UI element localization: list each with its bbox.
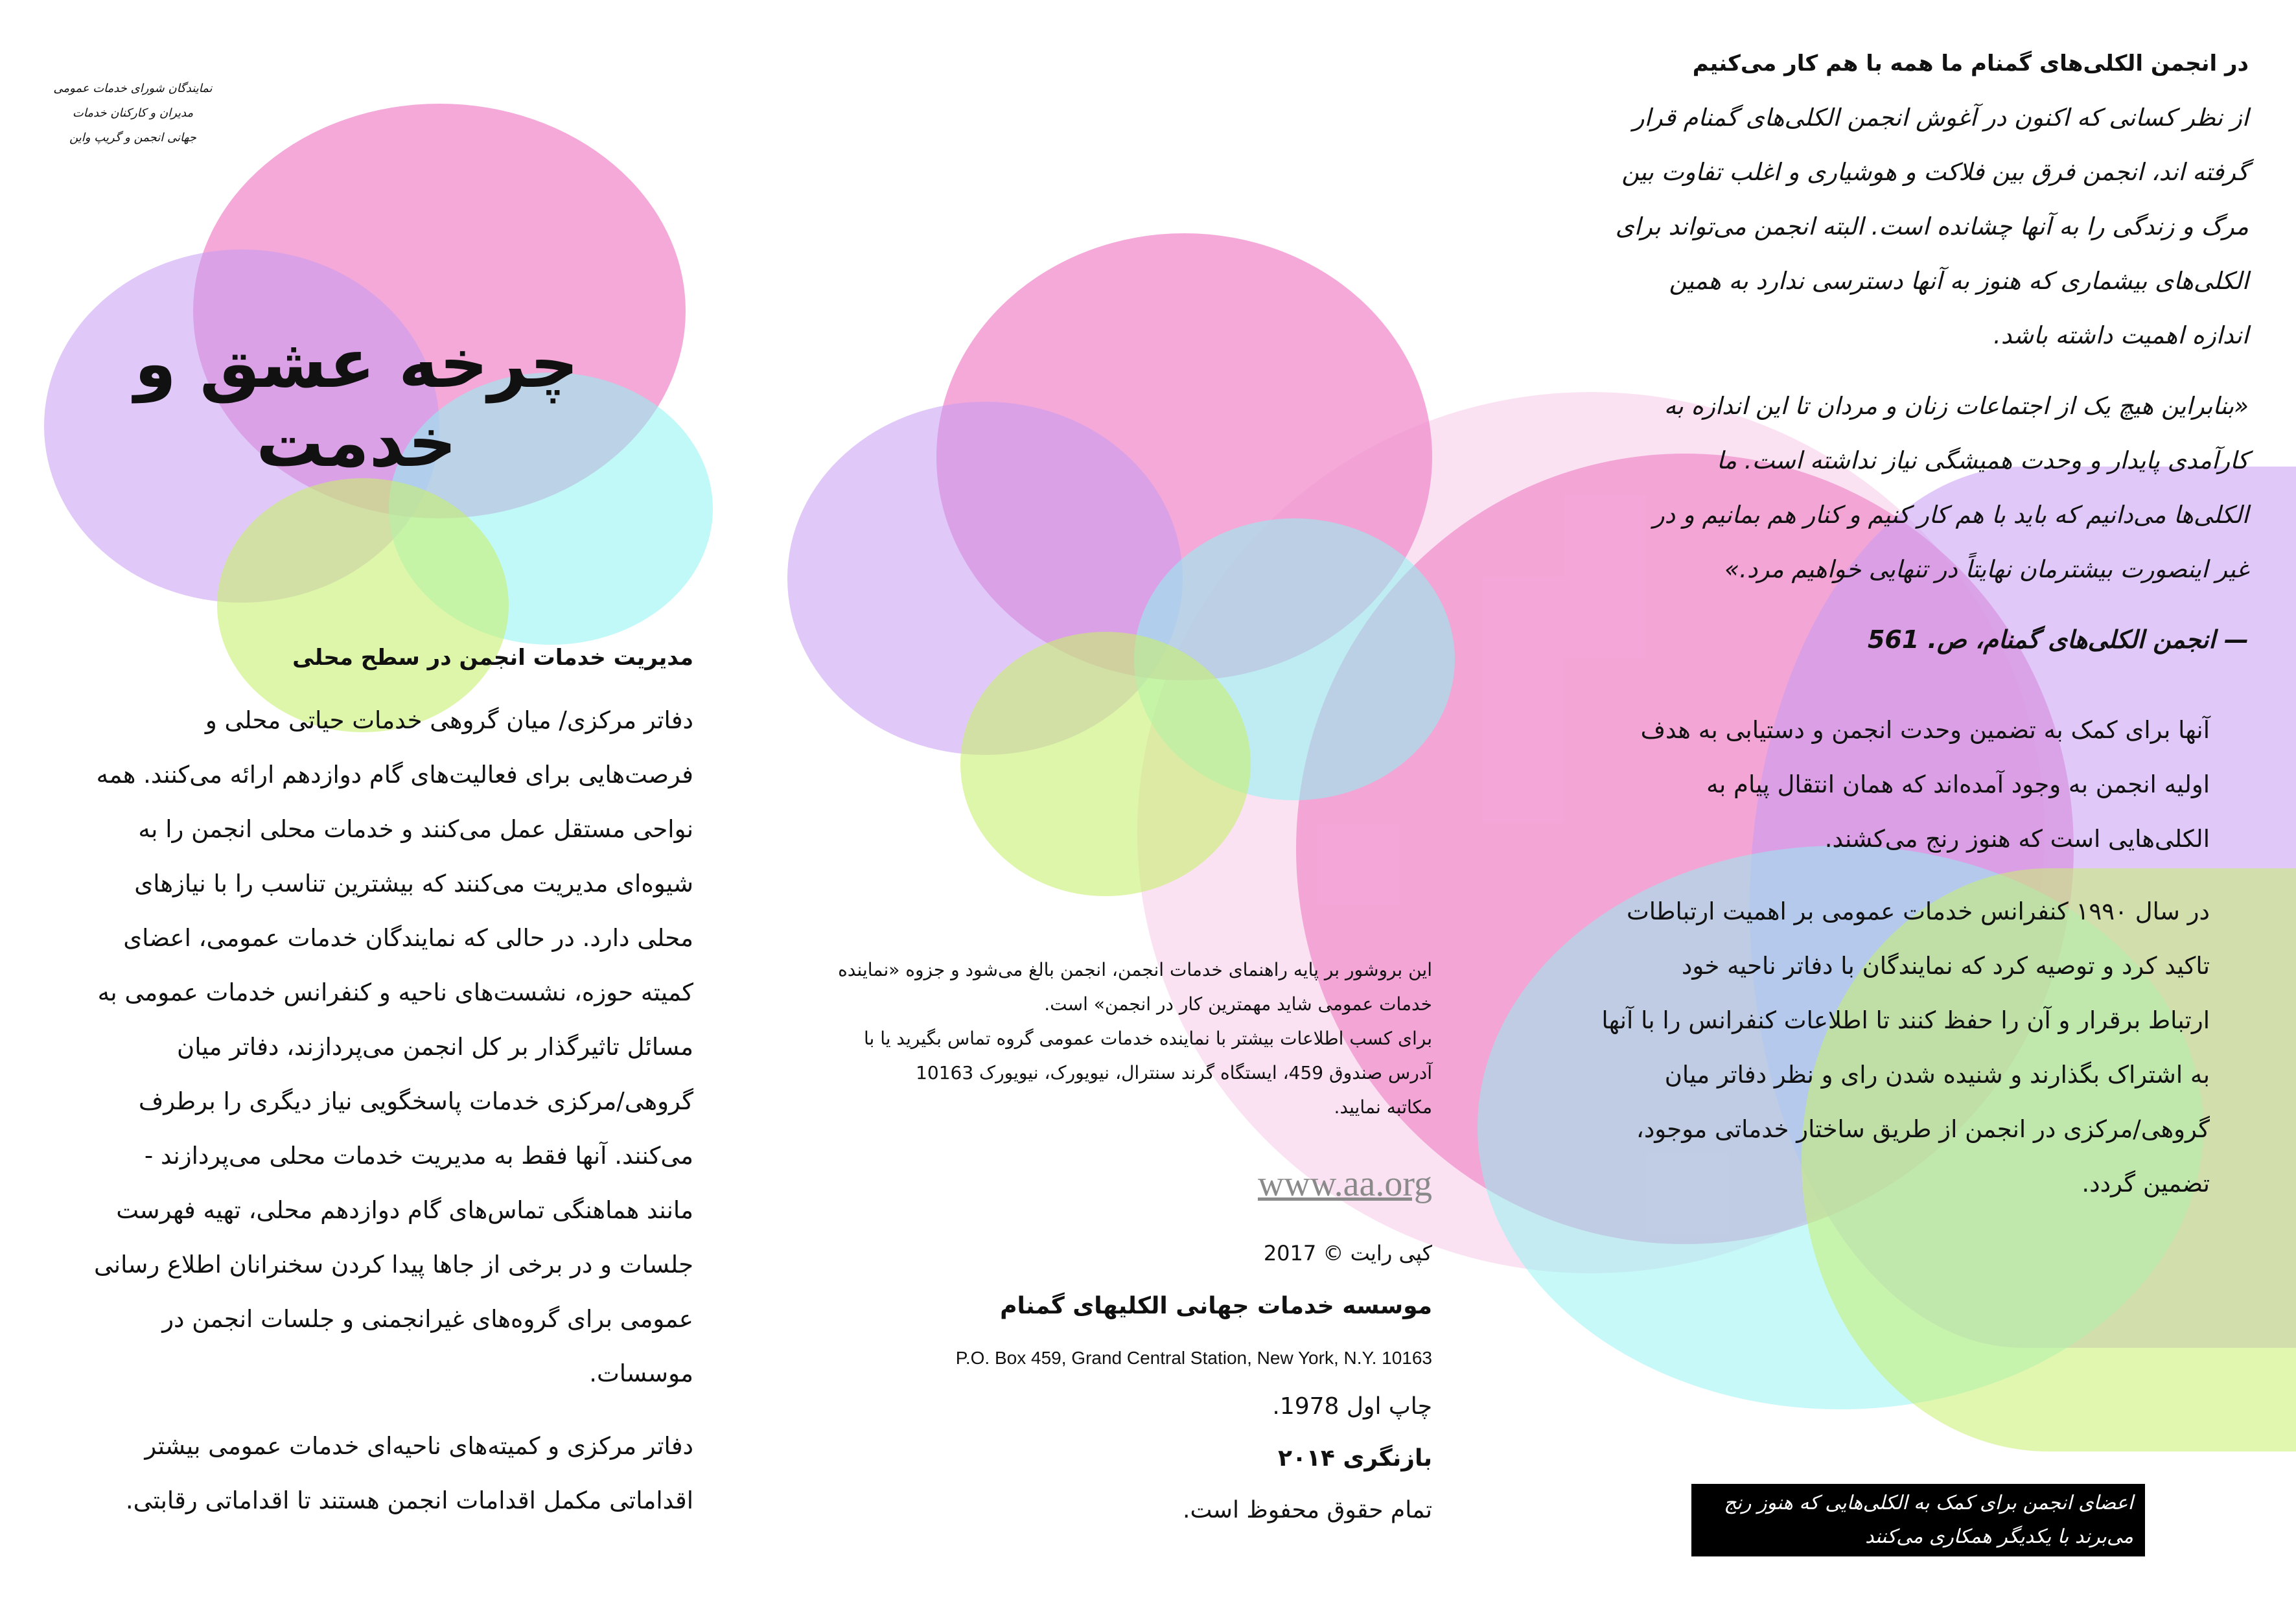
mgmt-body bbox=[78, 693, 693, 1401]
paragraph-line: تضمین گردد. bbox=[2081, 1170, 2210, 1197]
paragraph-line: می‌کنند. آنها فقط به مدیریت خدمات محلی می‌پردازند - bbox=[144, 1142, 693, 1170]
paragraph-line: عمومی برای گروه‌های غیرانجمنی و جلسات انجمن در bbox=[162, 1305, 693, 1333]
paragraph-line: اولیه انجمن به وجود آمده‌اند که همان انتقال پیام به bbox=[1706, 770, 2210, 798]
members-caption-box bbox=[1691, 1484, 2145, 1556]
paragraph-line: اندازه اهمیت داشته باشد. bbox=[1993, 321, 2249, 349]
first-print: چاپ اول 1978. bbox=[1272, 1393, 1432, 1420]
quote-line: الکلی‌ها می‌دانیم که باید با هم کار کنیم و کنار هم بمانیم و در bbox=[1652, 501, 2249, 529]
paragraph-line: موسسات. bbox=[589, 1359, 693, 1387]
paragraph-line: فرصت‌هایی برای فعالیت‌های گام دوازدهم ارائه می‌کنند. همه bbox=[96, 761, 693, 789]
help-paragraph bbox=[1581, 703, 2210, 866]
paragraph-line: گروهی/مرکزی در انجمن از طریق ساختار خدماتی موجود، bbox=[1636, 1115, 2210, 1143]
paragraph-line: دفاتر مرکزی/ میان گروهی خدمات حیاتی محلی و bbox=[205, 706, 693, 734]
quote bbox=[1581, 379, 2249, 597]
quote-line: کارآمدی پایدار و وحدت همیشگی نیاز نداشته است. ما bbox=[1716, 446, 2249, 474]
caption-line: اعضای انجمن برای کمک به الکلی‌هایی که هنوز رنج bbox=[1724, 1492, 2133, 1514]
history-paragraph bbox=[1581, 884, 2210, 1211]
brochure-info bbox=[810, 953, 1432, 1124]
info-line: خدمات عمومی شاید مهمترین کار در انجمن» است. bbox=[1044, 993, 1432, 1015]
website-link[interactable]: www.aa.org bbox=[1257, 1164, 1432, 1204]
page-title: چرخه عشق و خدمت bbox=[134, 324, 579, 482]
paragraph-line: مسائل تاثیرگذار بر کل انجمن می‌پردازند، دفاتر میان bbox=[177, 1033, 693, 1061]
paragraph-line: دفاتر مرکزی و کمیته‌های ناحیه‌ای خدمات عمومی بیشتر bbox=[145, 1432, 693, 1460]
info-line: مکاتبه نمایید. bbox=[1334, 1096, 1432, 1118]
quote-source: — انجمن الکلی‌های گمنام، ص. 561 bbox=[1867, 625, 2249, 654]
revision: بازنگری ۲۰۱۴ bbox=[1277, 1445, 1432, 1472]
paragraph-line: تاکید کرد و توصیه کرد که نمایندگان با دفاتر ناحیه خود bbox=[1681, 952, 2210, 980]
paragraph-line: آنها برای کمک به تضمین وحدت انجمن و دستیابی به هدف bbox=[1640, 716, 2210, 744]
quote-line: غیر اینصورت بیشترمان نهایتاً در تنهایی خواهیم مرد.» bbox=[1724, 555, 2249, 583]
info-line: آدرس صندوق 459، ایستگاه گرند سنترال، نیویورک، نیویورک 10163 bbox=[916, 1062, 1432, 1083]
top-note-line: نمایندگان شورای خدمات عمومی bbox=[53, 82, 213, 95]
paragraph-line: گرفته اند، انجمن فرق بین فلاکت و هوشیاری و اغلب تفاوت بین bbox=[1621, 158, 2249, 186]
paragraph-line: مانند هماهنگی تماس‌های گام دوازدهم محلی، تهیه فهرست bbox=[116, 1196, 693, 1224]
top-note-line: مدیران و کارکنان خدمات bbox=[72, 106, 194, 120]
quote-line: «بنابراین هیچ یک از اجتماعات زنان و مردان تا این اندازه به bbox=[1664, 392, 2249, 420]
paragraph-line: جلسات و در برخی از جاها پیدا کردن سخنرانان اطلاع رسانی bbox=[93, 1251, 693, 1278]
paragraph-line: کمیته حوزه، نشست‌های ناحیه و کنفرانس خدمات عمومی به bbox=[97, 978, 693, 1006]
info-line: این بروشور بر پایه راهنمای خدمات انجمن، انجمن بالغ می‌شود و جزوه «نماینده bbox=[838, 959, 1432, 980]
top-note-line: جهانی انجمن و گریپ واین bbox=[69, 131, 196, 145]
lime-circle-middle bbox=[960, 632, 1251, 896]
paragraph-line: محلی دارد. در حالی که نمایندگان خدمات عمومی، اعضای bbox=[123, 924, 693, 952]
copyright: کپی رایت © 2017 bbox=[1263, 1241, 1432, 1266]
paragraph-line: ارتباط برقرار و آن را حفظ کنند تا اطلاعات کنفرانس را با آنها bbox=[1601, 1006, 2210, 1034]
top-note bbox=[39, 76, 227, 150]
together-heading: در انجمن الکلی‌های گمنام ما همه با هم کار می‌کنیم bbox=[1692, 51, 2249, 76]
paragraph-line: در سال ۱۹۹۰ کنفرانس خدمات عمومی بر اهمیت ارتباطات bbox=[1626, 897, 2210, 925]
org-name: موسسه خدمات جهانی الکلیهای گمنام bbox=[1000, 1293, 1432, 1319]
paragraph-line: مرگ و زندگی را به آنها چشانده است. البته انجمن می‌تواند برای bbox=[1615, 213, 2249, 240]
caption-line: می‌برند با یکدیگر همکاری می‌کنند bbox=[1865, 1525, 2133, 1548]
paragraph-line: اقداماتی مکمل اقدامات انجمن هستند تا اقداماتی رقابتی. bbox=[125, 1486, 693, 1514]
paragraph-line: از نظر کسانی که اکنون در آغوش انجمن الکلی‌های گمنام قرار bbox=[1632, 104, 2249, 132]
paragraph-line: گروهی/مرکزی خدمات پاسخگویی نیاز دیگری را برطرف bbox=[138, 1087, 693, 1115]
paragraph-line: نواحی مستقل عمل می‌کنند و خدمات محلی انجمن را به bbox=[138, 815, 693, 843]
paragraph-line: الکلی‌هایی است که هنوز رنج می‌کشند. bbox=[1824, 825, 2210, 853]
rights-reserved: تمام حقوق محفوظ است. bbox=[1183, 1497, 1432, 1523]
paragraph-line: به اشتراک بگذارند و شنیده شدن رای و نظر دفاتر میان bbox=[1664, 1061, 2210, 1089]
info-line: برای کسب اطلاعات بیشتر با نماینده خدمات عمومی گروه تماس بگیرید یا با bbox=[863, 1028, 1432, 1049]
po-box-address: P.O. Box 459, Grand Central Station, New York, N.Y. 10163 bbox=[955, 1348, 1432, 1368]
mgmt-body-2 bbox=[78, 1419, 693, 1528]
intro-paragraph bbox=[1581, 91, 2249, 363]
paragraph-line: الکلی‌های بیشماری که هنوز به آنها دسترسی ندارد به همین bbox=[1669, 267, 2249, 295]
paragraph-line: شیوه‌ای مدیریت می‌کنند که بیشترین تناسب را با نیازهای bbox=[134, 870, 693, 897]
mgmt-heading: مدیریت خدمات انجمن در سطح محلی bbox=[292, 645, 693, 671]
